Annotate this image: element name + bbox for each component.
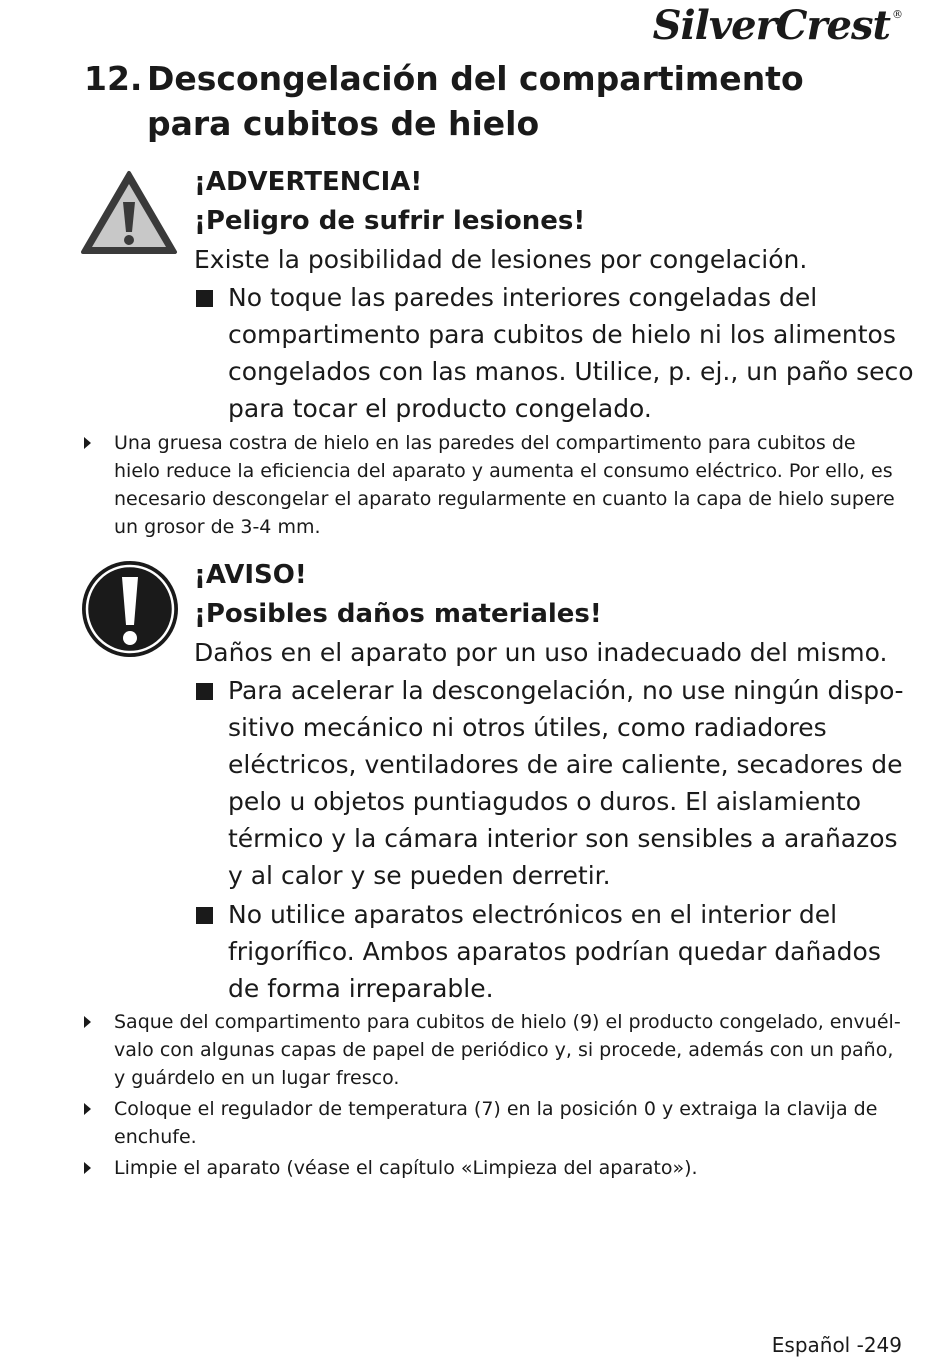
triangle-bullet-icon: [84, 1162, 91, 1174]
exclamation-circle-icon: [80, 559, 180, 659]
step-text: Saque del compartimento para cubitos de hielo (9) el producto congelado, envuélvalo con algunas capas de papel de periódico y, si procede, además con un paño, y guárdelo en un lugar fresco.: [114, 1011, 901, 1089]
list-item: [82, 1008, 902, 1092]
section-title: [84, 56, 884, 146]
square-bullet-icon: [196, 683, 213, 700]
page-number: Español -249: [771, 1333, 902, 1357]
triangle-bullet-icon: [84, 437, 91, 449]
final-steps: [82, 1008, 902, 1182]
registered-mark: ®: [892, 8, 902, 21]
damage-notice: [194, 556, 914, 1007]
step-text: Una gruesa costra de hielo en las paredes del compartimento para cubitos de hielo reduce la eficiencia del aparato y aumenta el consumo eléctrico. Por ello, es necesario descongelar el aparato regularmente en cuanto la capa de hielo supere un grosor de 3-4 mm.: [114, 432, 895, 538]
notice-subheading: ¡Posibles daños materiales!: [194, 599, 602, 629]
list-item: [82, 1154, 902, 1182]
square-bullet-icon: [196, 907, 213, 924]
brand-logo: [653, 2, 902, 49]
warning-bullet-text: No toque las paredes interiores congeladas del compartimento para cubitos de hielo ni los alimentos congelados con las manos. Utilice, p. ej., un paño seco para tocar el producto congelado.: [228, 283, 914, 423]
intro-steps: [82, 429, 902, 541]
warning-bullet: [194, 279, 914, 427]
warning-subheading: ¡Peligro de sufrir lesiones!: [194, 206, 586, 236]
logo-text: SilverCrest: [652, 2, 890, 49]
triangle-bullet-icon: [84, 1016, 91, 1028]
triangle-bullet-icon: [84, 1103, 91, 1115]
notice-bullet-2: [194, 896, 914, 1007]
warning-description: Existe la posibilidad de lesiones por congelación.: [194, 245, 808, 274]
notice-heading: ¡AVISO!: [194, 560, 307, 590]
notice-bullet-text: Para acelerar la descongelación, no use ningún dispositivo mecánico ni otros útiles, como radiadores eléctricos, ventiladores de aire caliente, secadores de pelo u objetos puntiagudos o duros. El aislamiento térmico y la cámara interior son sensibles a arañazos y al calor y se pueden derretir.: [228, 676, 904, 890]
square-bullet-icon: [196, 290, 213, 307]
list-item: [82, 429, 902, 541]
warning-heading: ¡ADVERTENCIA!: [194, 167, 423, 197]
step-text: Limpie el aparato (véase el capítulo «Limpieza del aparato»).: [114, 1157, 698, 1179]
section-number: 12.: [84, 59, 143, 98]
section-title-text: Descongelación del compartimento para cubitos de hielo: [147, 59, 804, 143]
step-text: Coloque el regulador de temperatura (7) en la posición 0 y extraiga la clavija de enchufe.: [114, 1098, 878, 1148]
warning-notice: [194, 163, 914, 427]
notice-bullet-text: No utilice aparatos electrónicos en el interior del frigorífico. Ambos aparatos podrían quedar dañados de forma irreparable.: [228, 900, 881, 1003]
list-item: [82, 1095, 902, 1151]
notice-description: Daños en el aparato por un uso inadecuado del mismo.: [194, 638, 888, 667]
warning-triangle-icon: [80, 170, 178, 256]
notice-bullet-1: [194, 672, 914, 894]
